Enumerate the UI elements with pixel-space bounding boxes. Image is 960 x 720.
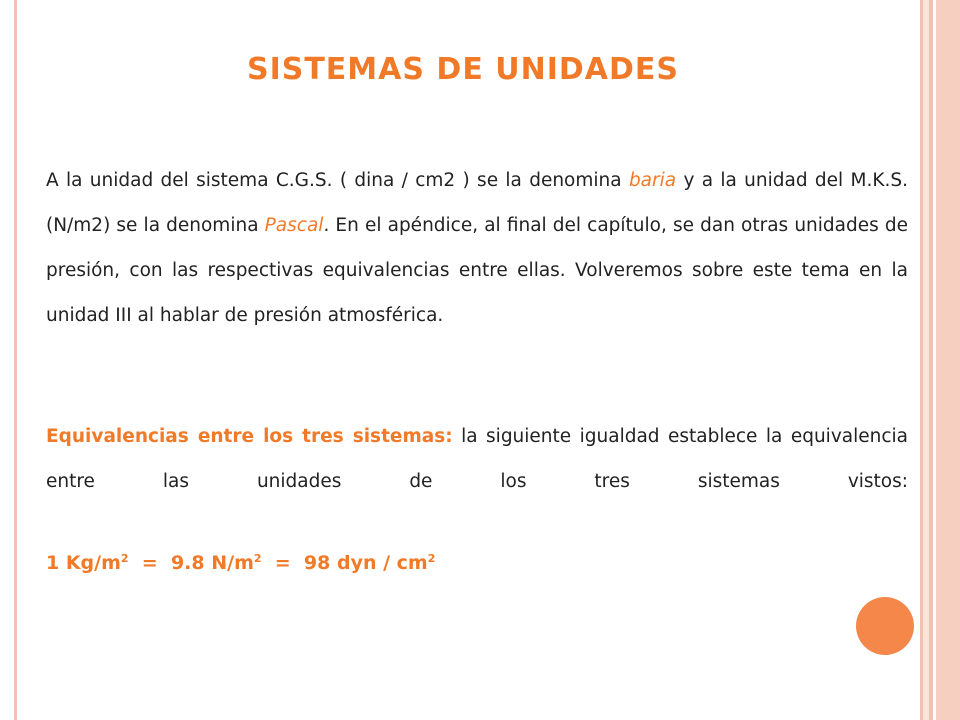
equals-sign: = bbox=[261, 552, 304, 574]
paragraph-equivalences bbox=[46, 414, 908, 504]
right-border-decoration bbox=[920, 0, 960, 720]
equals-sign: = bbox=[128, 552, 171, 574]
paragraph-text-3: . En el apéndice, al final del capítulo, se dan otras unidades de presión, con las respectivas equivalencias entre ellas. Volveremos sobre este tema en la unidad III al hablar de presión atmosférica. bbox=[46, 215, 908, 326]
slide-title: SISTEMAS DE UNIDADES bbox=[246, 52, 680, 87]
equivalence-equation bbox=[46, 552, 435, 574]
term-baria: baria bbox=[628, 170, 677, 191]
exponent: 2 bbox=[427, 552, 436, 565]
equation-term-dyn: 98 dyn / cm bbox=[303, 552, 428, 574]
equivalences-heading: Equivalencias entre los tres sistemas: bbox=[46, 426, 453, 447]
equivalences-text: la siguiente igualdad establece la equivalencia entre las unidades de los tres sistemas vistos: bbox=[46, 426, 908, 492]
left-border-decoration bbox=[0, 0, 17, 720]
paragraph-text-2: y a la unidad del M.K.S. (N/m2) se la denomina bbox=[46, 170, 909, 236]
exponent: 2 bbox=[120, 552, 129, 565]
equation-term-newton: 9.8 N/m bbox=[170, 552, 254, 574]
paragraph-units bbox=[46, 158, 908, 338]
decorative-circle bbox=[856, 597, 914, 655]
equation-term-kg: 1 Kg/m bbox=[46, 552, 121, 574]
exponent: 2 bbox=[253, 552, 262, 565]
term-pascal: Pascal bbox=[264, 215, 324, 236]
paragraph-text-1: A la unidad del sistema C.G.S. ( dina / cm2 ) se la denomina bbox=[46, 170, 629, 191]
